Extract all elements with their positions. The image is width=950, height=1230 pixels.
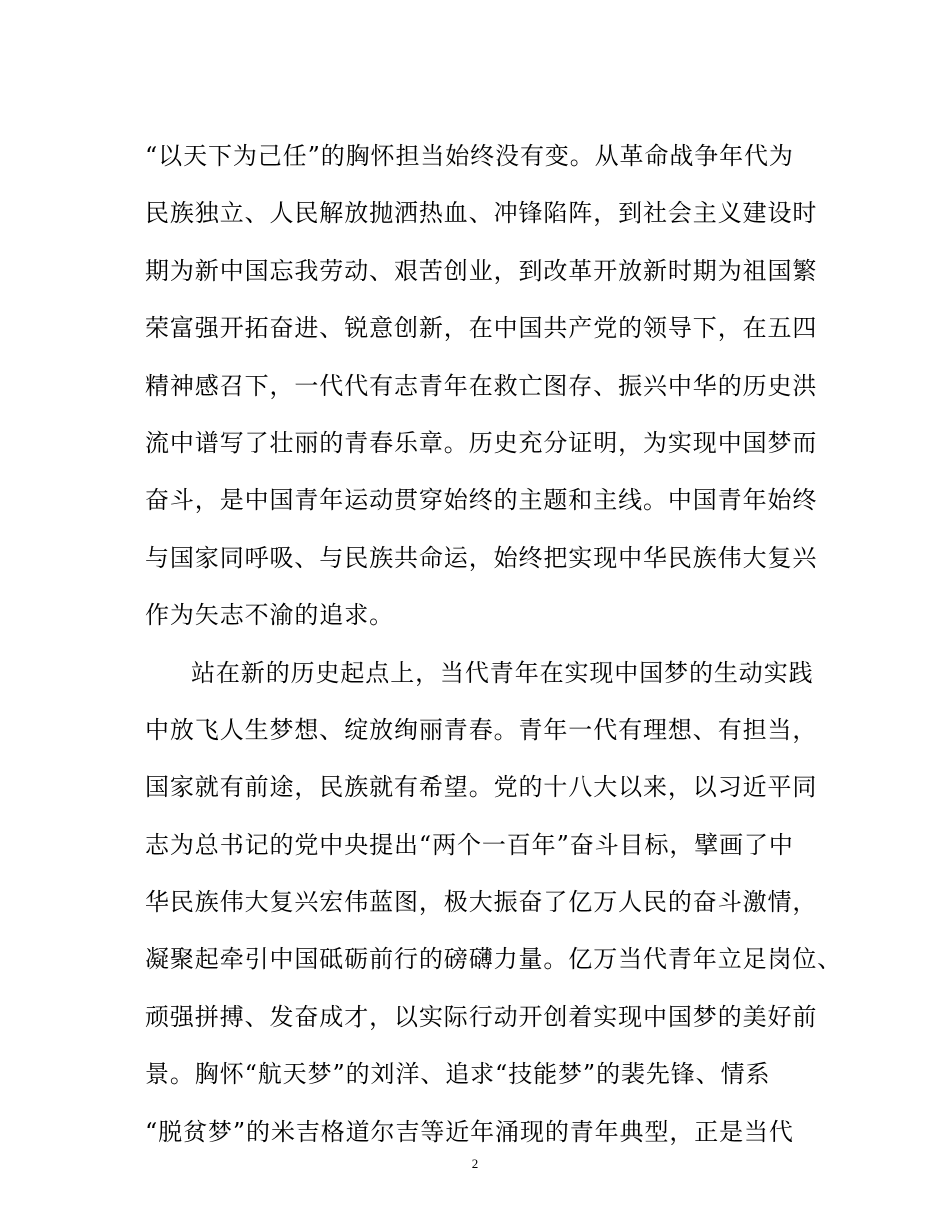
text-line: 奋斗，是中国青年运动贯穿始终的主题和主线。中国青年始终 [145, 486, 818, 515]
text-line: 顽强拼搏、发奋成才，以实际行动开创着实现中国梦的美好前 [145, 1002, 818, 1031]
text-line: “以天下为己任”的胸怀担当始终没有变。从革命战争年代为 [145, 142, 794, 170]
text-line: 志为总书记的党中央提出“两个一百年”奋斗目标，擘画了中 [145, 830, 794, 859]
paragraph-start-line: 站在新的历史起点上，当代青年在实现中国梦的生动实践 [191, 658, 814, 687]
text-line: 国家就有前途，民族就有希望。党的十八大以来，以习近平同 [145, 773, 818, 802]
text-line: 期为新中国忘我劳动、艰苦创业，到改革开放新时期为祖国繁 [145, 256, 818, 285]
text-line: “脱贫梦”的米吉格道尔吉等近年涌现的青年典型，正是当代 [145, 1117, 794, 1146]
text-line: 华民族伟大复兴宏伟蓝图，极大振奋了亿万人民的奋斗激情， [145, 888, 818, 917]
body-text [145, 128, 843, 1161]
text-line: 中放飞人生梦想、绽放绚丽青春。青年一代有理想、有担当， [145, 715, 818, 744]
text-line: 凝聚起牵引中国砥砺前行的磅礴力量。亿万当代青年立足岗位、 [145, 945, 843, 974]
text-line: 流中谱写了壮丽的青春乐章。历史充分证明，为实现中国梦而 [145, 428, 818, 457]
text-line: 民族独立、人民解放抛洒热血、冲锋陷阵，到社会主义建设时 [145, 199, 818, 228]
text-line: 荣富强开拓奋进、锐意创新，在中国共产党的领导下，在五四 [145, 314, 818, 343]
text-line: 作为矢志不渝的追求。 [145, 601, 394, 630]
text-line: 与国家同呼吸、与民族共命运，始终把实现中华民族伟大复兴 [145, 543, 818, 572]
text-line: 景。胸怀“航天梦”的刘洋、追求“技能梦”的裴先锋、情系 [145, 1060, 771, 1089]
text-line: 精神感召下，一代代有志青年在救亡图存、振兴中华的历史洪 [145, 371, 818, 400]
page-number: 2 [471, 1156, 479, 1171]
